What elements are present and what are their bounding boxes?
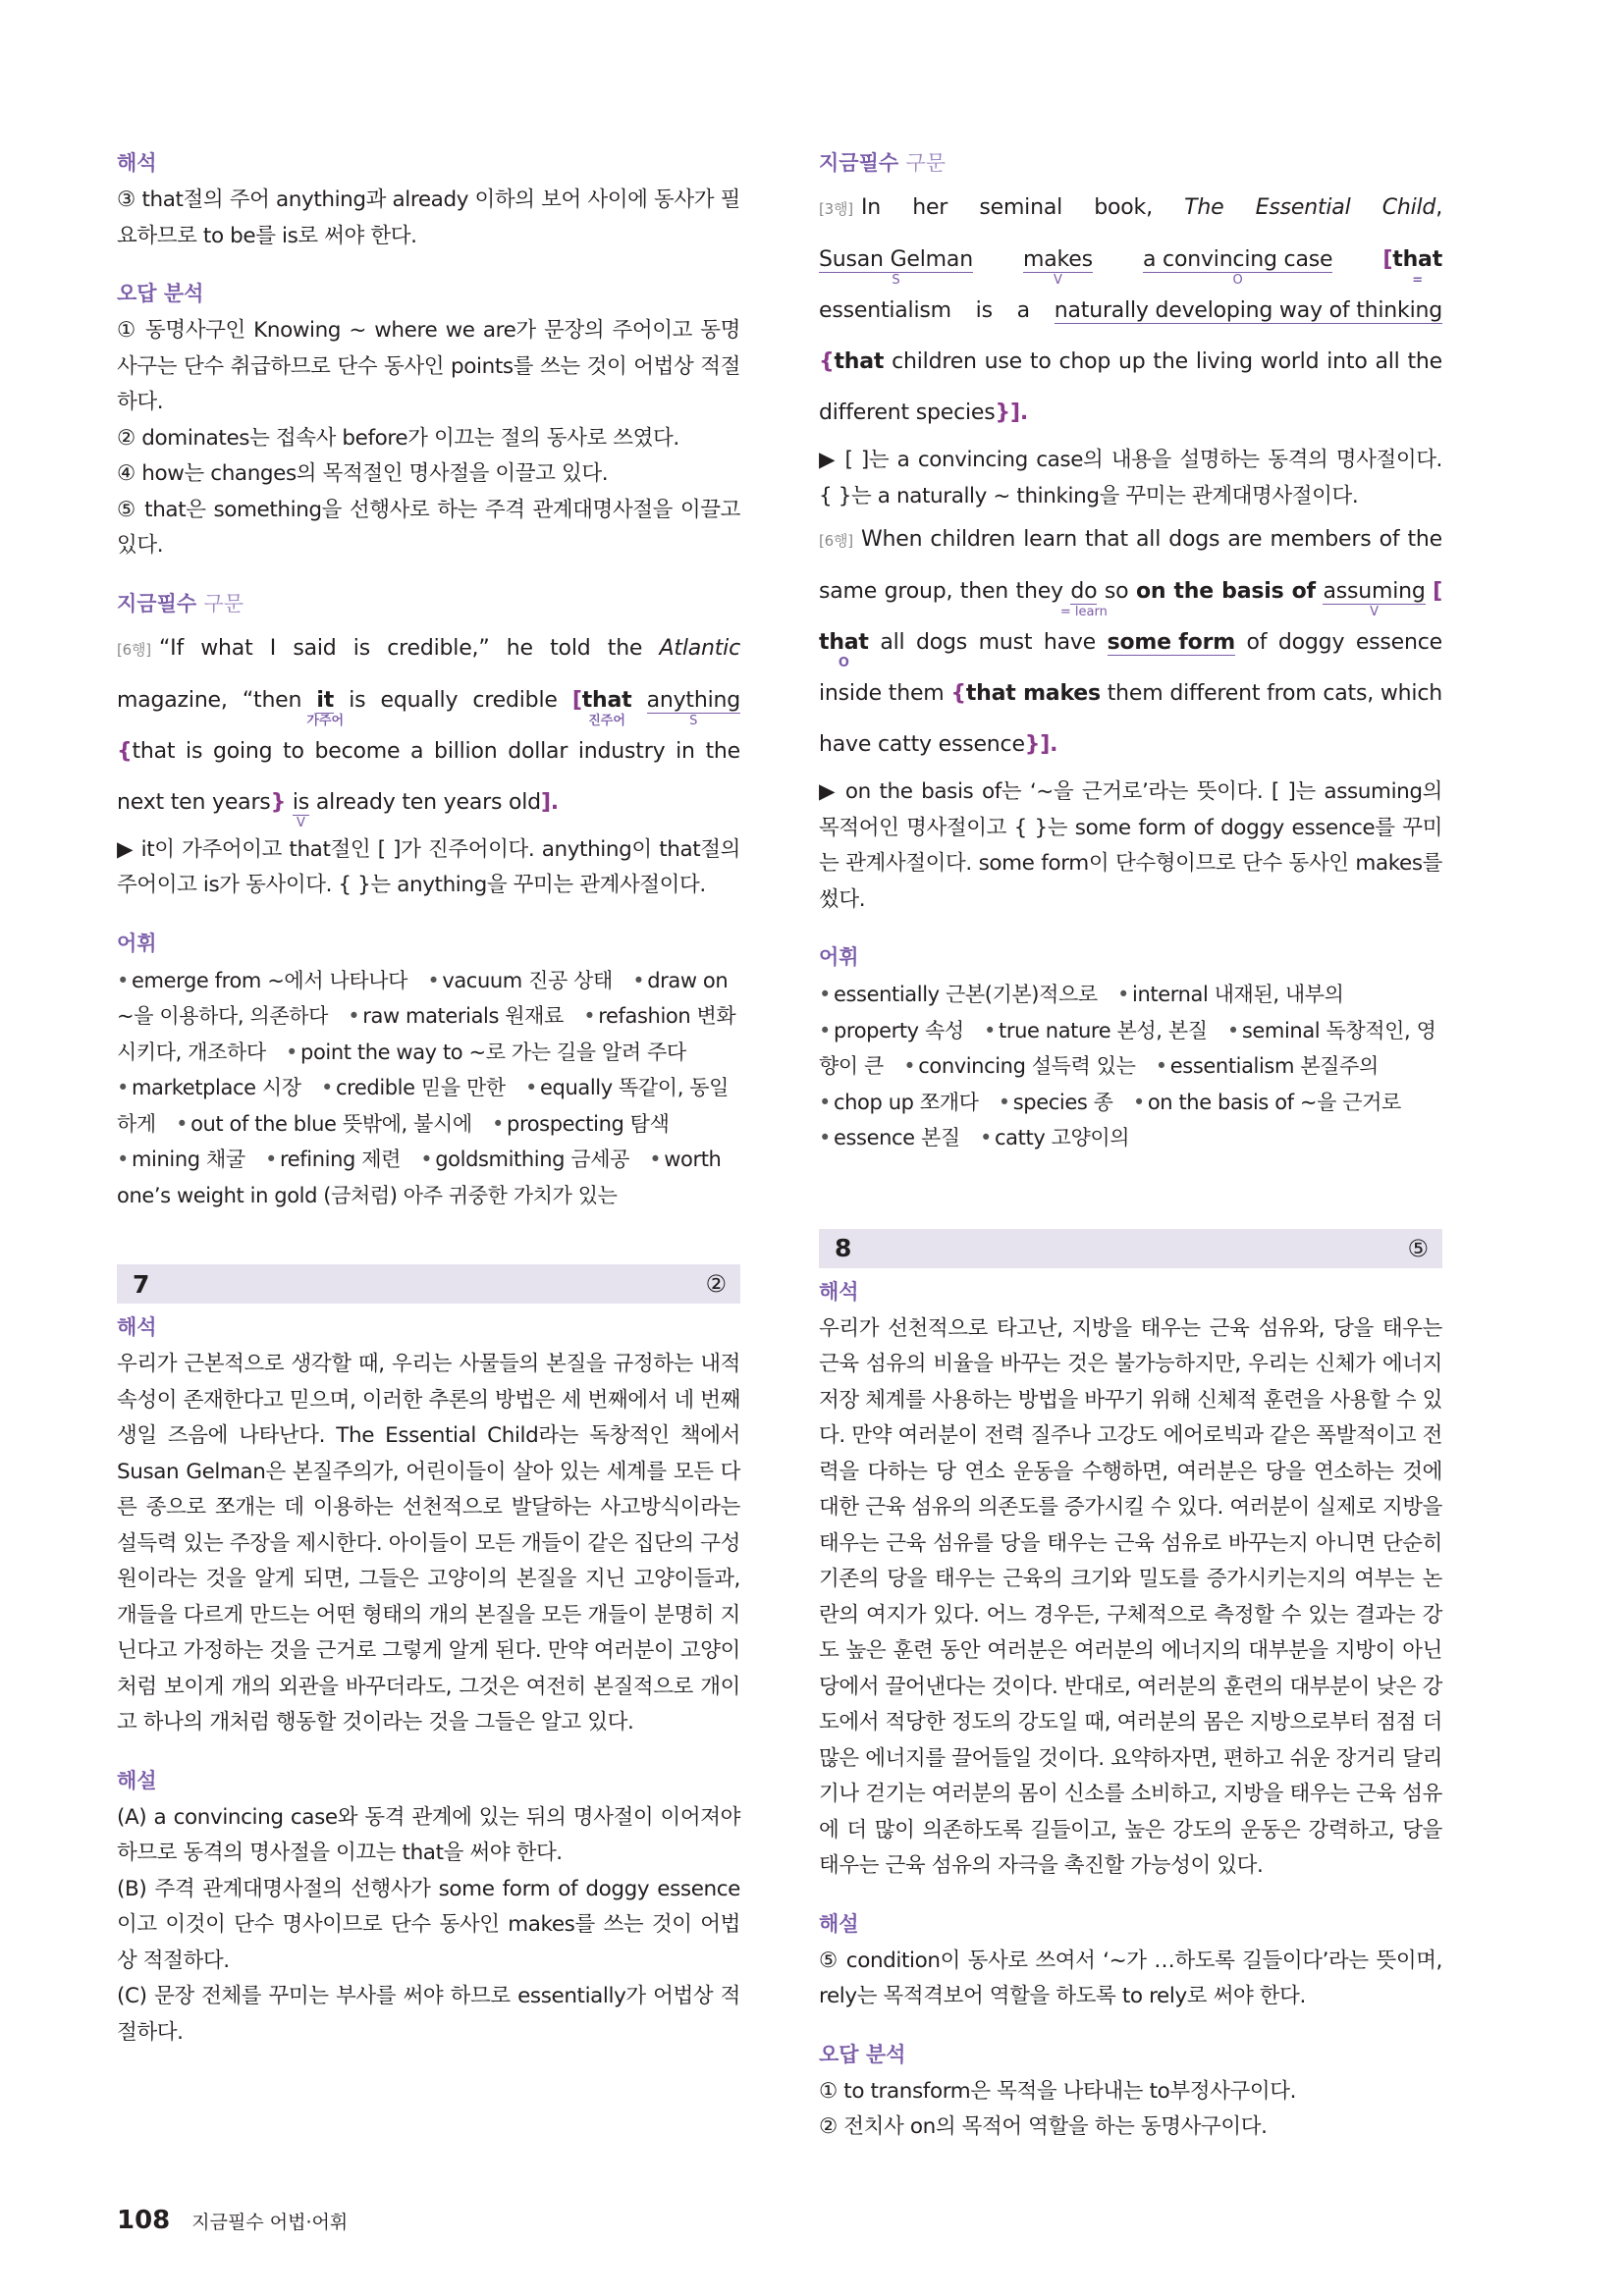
section-heading: 해석: [117, 1315, 157, 1339]
marked-word: naturally developing way of thinking: [1054, 298, 1442, 323]
structure-sentence: [6행] “If what I said is credible,” he told the Atlantic magazine, “then it 가주어 is equally credible [that 진주어 anything S {that is going to become a billion dollar industry in the next ten years} is V already ten years old].: [117, 635, 741, 830]
section-heading: 어휘: [117, 931, 157, 955]
bullet-icon: •: [427, 968, 440, 992]
vocab-item: • vacuum 진공 상태: [427, 968, 613, 992]
section-heading: 해석: [117, 151, 157, 175]
marked-word: a convincing case O: [1142, 247, 1333, 288]
vocab-item: • prospecting 탐색: [492, 1111, 670, 1136]
grammar-tag: V: [296, 815, 305, 830]
vocab-item: • refining 제련: [265, 1148, 401, 1171]
left-column: [117, 149, 740, 2051]
section-heading: 해설: [117, 1768, 157, 1792]
vocab-item: • out of the blue 뜻밖에, 불시에: [176, 1111, 472, 1136]
section-heading: 해설: [819, 1911, 859, 1936]
structure-note: ▶ [ ]는 a convincing case의 내용을 설명하는 동격의 명사절이다. { }는 a naturally ~ thinking을 꾸미는 관계대명사절이다.: [819, 448, 1442, 508]
section-heading: 어휘: [819, 945, 859, 969]
vocab-item: • worth one’s weight in gold (금처럼) 아주 귀중한 가치가 있는: [117, 1148, 722, 1207]
question-number: 8: [835, 1234, 852, 1262]
translation-text: 우리가 근본적으로 생각할 때, 우리는 사물들의 본질을 규정하는 내적 속성이 존재한다고 믿으며, 이러한 추론의 방법은 세 번째에서 네 번째 생일 즈음에 나타난다. The Essential Child라는 독창적인 책에서 Susan Gelman은 본질주의가, 어린이들이 살아 있는 세계를 모든 다른 종으로 쪼개는 데 이용하는 선천적으로 발달하는 사고방식이라는 설득력 있는 주장을 제시한다. 아이들이 모든 개들이 같은 집단의 구성원이라는 것을 알게 되면, 그들은 고양이의 본질을 지닌 고양이들과, 개들을 다르게 만드는 어떤 형태의 개의 본질을 모든 개들이 분명히 지닌다고 가정하는 것을 근거로 그렇게 알게 된다. 만약 여러분이 고양이처럼 보이게 개의 외관을 바꾸더라도, 그것은 여전히 본질적으로 개이고 하나의 개처럼 행동할 것이라는 것을 그들은 알고 있다.: [117, 1352, 740, 1735]
vocab-list: [819, 977, 1442, 1156]
bullet-icon: •: [1155, 1054, 1167, 1078]
bullet-icon: •: [583, 1004, 596, 1028]
section-heading: 오답 분석: [819, 2042, 906, 2066]
bullet-icon: •: [980, 1126, 993, 1149]
vocab-item: • essentialism 본질주의: [1155, 1054, 1379, 1078]
bullet-icon: •: [420, 1148, 433, 1171]
bullet-icon: •: [819, 1018, 831, 1042]
bullet-icon: •: [819, 1126, 831, 1149]
bullet-icon: •: [984, 1018, 997, 1042]
vocab-item: • marketplace 시장: [117, 1076, 301, 1099]
vocab-item: • point the way to ~로 가는 길을 알려 주다: [286, 1040, 686, 1064]
wrong-answer-line: ④ how는 changes의 목적절인 명사절을 이끌고 있다.: [117, 461, 609, 486]
bullet-icon: •: [525, 1076, 538, 1099]
bullet-icon: •: [1117, 983, 1130, 1006]
vocab-item: • emerge from ~에서 나타나다: [117, 968, 408, 992]
vocab-item: • goldsmithing 금세공: [420, 1148, 629, 1171]
structure-note: ▶ it이 가주어이고 that절인 [ ]가 진주어이다. anything이 that절의 주어이고 is가 동사이다. { }는 anything을 꾸미는 관계사절이다.: [117, 836, 740, 897]
vocab-item: • equally 똑같이, 동일하게: [117, 1076, 730, 1136]
explanation-line: (C) 문장 전체를 꾸미는 부사를 써야 하므로 essentially가 어법상 적절하다.: [117, 1984, 740, 2045]
bullet-icon: •: [286, 1040, 298, 1064]
wrong-answer-line: ① 동명사구인 Knowing ~ where we are가 문장의 주어이고 동명사구는 단수 취급하므로 단수 동사인 points를 쓰는 것이 어법상 적절하다.: [117, 318, 740, 414]
translation-text: 우리가 선천적으로 타고난, 지방을 태우는 근육 섬유와, 당을 태우는 근육 섬유의 비율을 바꾸는 것은 불가능하지만, 우리는 신체가 에너지 저장 체계를 사용하는 방법을 바꾸기 위해 신체적 훈련을 사용할 수 있다. 만약 여러분이 전력 질주나 고강도 에어로빅과 같은 폭발적이고 전력을 다하는 당 연소 운동을 수행하면, 여러분은 당을 연소하는 것에 대한 근육 섬유의 의존도를 증가시킬 수 있다. 여러분이 실제로 지방을 태우는 근육 섬유를 당을 태우는 근육 섬유로 바꾸는지 아니면 단순히 기존의 당을 태우는 근육의 크기와 밀도를 증가시키는지의 여부는 논란의 여지가 있다. 어느 경우든, 구체적으로 측정할 수 있는 결과는 강도 높은 훈련 동안 여러분은 여러분의 에너지의 대부분을 지방이 아닌 당에서 끌어낸다는 것이다. 반대로, 여러분의 훈련의 대부분이 낮은 강도에서 적당한 정도의 강도일 때, 여러분의 몸은 지방으로부터 점점 더 많은 에너지를 끌어들일 것이다. 요약하자면, 편하고 쉬운 장거리 달리기나 걷기는 여러분의 몸이 신소를 소비하고, 지방을 태우는 근육 섬유에 더 많이 의존하도록 길들이고, 높은 강도의 운동은 강력하고, 당을 태우는 근육 섬유의 자극을 촉진할 가능성이 있다.: [819, 1315, 1442, 1878]
section-heading: 해석: [819, 1279, 859, 1304]
line-number: [3행]: [819, 200, 853, 218]
grammar-tag: V: [1054, 273, 1062, 288]
structure-sentence: [6행] When children learn that all dogs are members of the same group, then they do = learn so on the basis of assuming V [that O all dogs must have some form of doggy essence inside them {that makes them different from cats, which have catty essence}].: [819, 527, 1443, 757]
question-number: 7: [133, 1269, 150, 1299]
section-heading: 지금필수 구문: [117, 591, 244, 615]
vocab-item: • convincing 설득력 있는: [903, 1054, 1136, 1078]
bullet-icon: •: [117, 968, 129, 992]
vocab-item: • essentially 근본(기본)적으로: [819, 983, 1098, 1006]
vocab-item: • mining 채굴: [117, 1148, 245, 1171]
right-column: [819, 149, 1442, 2146]
bullet-icon: •: [998, 1090, 1010, 1114]
vocab-item: • true nature 본성, 본질: [984, 1018, 1208, 1042]
question-bar: [117, 1264, 740, 1304]
section-heading: 오답 분석: [117, 282, 204, 305]
vocab-item: • species 종: [998, 1090, 1113, 1114]
marked-word: that =: [1392, 247, 1443, 288]
answer-mark: ②: [705, 1270, 727, 1298]
vocab-item: • seminal 독창적인, 영향이 큰: [819, 1018, 1436, 1078]
wrong-answer-line: ② dominates는 접속사 before가 이끄는 절의 동사로 쓰였다.: [117, 425, 679, 451]
grammar-tag: V: [1370, 605, 1379, 619]
wrong-answer-line: ① to transform은 목적을 나타내는 to부정사구이다.: [819, 2078, 1297, 2104]
wrong-answer-line: ⑤ that은 something을 선행사로 하는 주격 관계대명사절을 이끌고 있다.: [117, 497, 740, 558]
page-footer: [117, 2206, 348, 2235]
explanation-line: (A) a convincing case와 동격 관계에 있는 뒤의 명사절이 이어져야 하므로 동격의 명사절을 이끄는 that을 써야 한다.: [117, 1804, 740, 1865]
explanation-line: (B) 주격 관계대명사절의 선행사가 some form of doggy essence이고 이것이 단수 명사이므로 단수 동사인 makes를 쓰는 것이 어법상 적절하다.: [117, 1876, 740, 1973]
answer-mark: ⑤: [1407, 1234, 1429, 1262]
bullet-icon: •: [632, 968, 645, 992]
structure-sentence: [3행] In her seminal book, The Essential Child, Susan Gelman S makes V a convincing case O [that = essentialism is a naturally developing way of thinking {that children use to chop up the living world into all the different species}].: [819, 195, 1443, 425]
vocab-item: • refashion 변화시키다, 개조하다: [117, 1004, 736, 1064]
vocab-item: • property 속성: [819, 1018, 964, 1042]
vocab-item: • chop up 쪼개다: [819, 1090, 979, 1114]
bullet-icon: •: [176, 1111, 189, 1136]
bullet-icon: •: [1226, 1018, 1239, 1042]
grammar-tag: O: [838, 656, 849, 670]
wrong-answer-line: ② 전치사 on의 목적어 역할을 하는 동명사구이다.: [819, 2114, 1268, 2139]
question-bar: [819, 1229, 1442, 1268]
grammar-tag: 가주어: [306, 713, 345, 728]
vocab-item: • catty 고양이의: [980, 1126, 1130, 1149]
bullet-icon: •: [320, 1076, 333, 1099]
grammar-tag: S: [689, 713, 698, 728]
bullet-icon: •: [649, 1148, 662, 1171]
vocab-item: • raw materials 원재료: [348, 1004, 564, 1028]
marked-word: do = learn: [1059, 579, 1108, 619]
marked-word: anything S: [646, 687, 741, 728]
structure-note: ▶ on the basis of는 ‘~을 근거로’라는 뜻이다. [ ]는 assuming의 목적어인 명사절이고 { }는 some form of doggy essence를 꾸미는 관계사절이다. some form이 단수형이므로 단수 동사인 makes를 썼다.: [819, 779, 1442, 912]
grammar-tag: 진주어: [588, 713, 625, 728]
vocab-item: • on the basis of ~을 근거로: [1132, 1090, 1401, 1114]
explanation-text: ⑤ condition이 동사로 쓰여서 ‘~가 …하도록 길들이다’라는 뜻이며, rely는 목적격보어 역할을 하도록 to rely로 써야 한다.: [819, 1948, 1442, 2008]
grammar-tag: O: [1232, 273, 1243, 288]
book-title: 지금필수 어법·어휘: [191, 2212, 349, 2233]
bullet-icon: •: [819, 983, 831, 1006]
line-number: [6행]: [117, 640, 151, 659]
grammar-tag: =: [1412, 273, 1424, 288]
marked-word: Susan Gelman S: [819, 247, 973, 288]
bullet-icon: •: [117, 1148, 129, 1171]
line-number: [6행]: [819, 532, 853, 550]
bullet-icon: •: [492, 1111, 505, 1136]
marked-word: that O: [819, 630, 869, 670]
marked-word: is V: [292, 789, 310, 830]
bullet-icon: •: [1132, 1090, 1145, 1114]
marked-word: that 진주어: [581, 687, 632, 728]
marked-word: it 가주어: [306, 687, 345, 728]
grammar-tag: S: [892, 273, 900, 288]
grammar-tag: = learn: [1059, 605, 1108, 619]
page-number: 108: [117, 2206, 171, 2235]
bullet-icon: •: [819, 1090, 831, 1114]
vocab-item: • internal 내재된, 내부의: [1117, 983, 1344, 1006]
explanation-text: ③ that절의 주어 anything과 already 이하의 보어 사이에 동사가 필요하므로 to be를 is로 써야 한다.: [117, 187, 740, 248]
marked-word: some form: [1107, 630, 1235, 655]
bullet-icon: •: [265, 1148, 278, 1171]
bullet-icon: •: [348, 1004, 360, 1028]
vocab-list: [117, 963, 740, 1214]
marked-word: makes V: [1023, 247, 1093, 288]
bullet-icon: •: [903, 1054, 916, 1078]
vocab-item: • draw on ~을 이용하다, 의존하다: [117, 968, 729, 1028]
marked-word: assuming V: [1323, 579, 1426, 619]
section-heading: 지금필수 구문: [819, 151, 947, 175]
bullet-icon: •: [117, 1076, 129, 1099]
vocab-item: • essence 본질: [819, 1126, 960, 1149]
vocab-item: • credible 믿을 만한: [320, 1076, 506, 1099]
